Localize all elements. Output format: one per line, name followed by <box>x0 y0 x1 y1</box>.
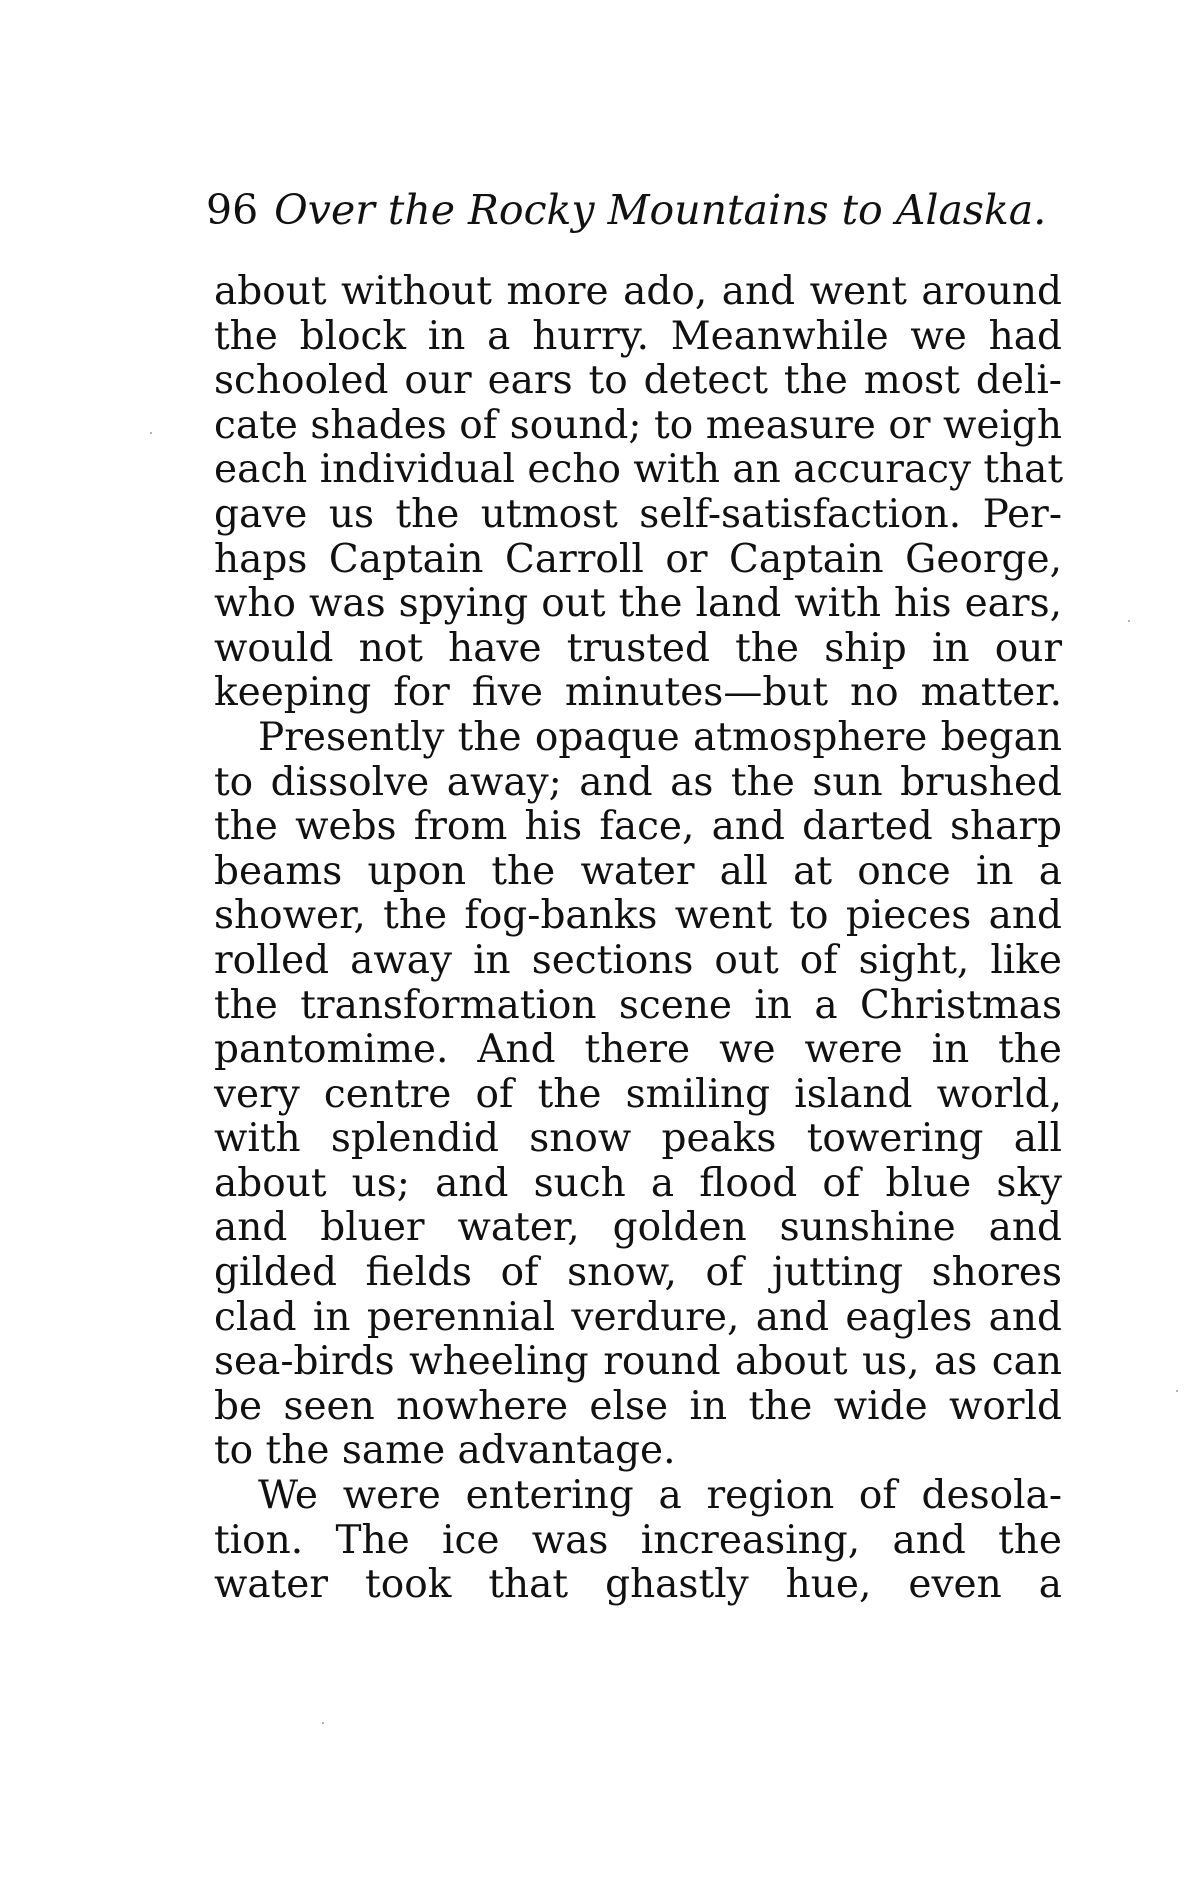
paragraph <box>214 1474 1062 1608</box>
text-line: the block in a hurry. Meanwhile we had <box>214 313 1062 359</box>
text-line: about us; and such a flood of blue sky <box>214 1160 1062 1206</box>
text-line: sea-birds wheeling round about us, as can <box>214 1339 1062 1385</box>
text-line: about without more ado, and went around <box>214 269 1062 314</box>
page-number: 96 <box>206 186 259 234</box>
text-line: We were entering a region of desola- <box>258 1473 1062 1519</box>
body-text <box>214 270 1062 1608</box>
text-line: who was spying out the land with his ears, <box>214 581 1062 627</box>
text-line: keeping for five minutes—but no matter. <box>214 670 1062 716</box>
text-line: very centre of the smiling island world, <box>214 1071 1062 1117</box>
text-line: with splendid snow peaks towering all <box>214 1116 1062 1162</box>
paragraph <box>214 270 1062 716</box>
text-line: tion. The ice was increasing, and the <box>214 1517 1062 1563</box>
text-line: schooled our ears to detect the most deli- <box>214 358 1062 404</box>
running-title: Over the Rocky Mountains to Alaska. <box>274 186 1047 234</box>
text-line: pantomime. And there we were in the <box>214 1027 1062 1073</box>
text-line: gave us the utmost self-satisfaction. Per- <box>214 491 1062 537</box>
text-line: the transformation scene in a Christmas <box>214 982 1062 1028</box>
scan-speck <box>322 1722 324 1724</box>
text-line: shower, the fog-banks went to pieces and <box>214 893 1062 939</box>
text-line: the webs from his face, and darted sharp <box>214 804 1062 850</box>
text-line: haps Captain Carroll or Captain George, <box>214 536 1062 582</box>
text-line: cate shades of sound; to measure or weigh <box>214 402 1062 448</box>
text-line: beams upon the water all at once in a <box>214 848 1062 894</box>
text-line: rolled away in sections out of sight, like <box>214 937 1062 983</box>
text-line: clad in perennial verdure, and eagles and <box>214 1294 1062 1340</box>
text-line: to dissolve away; and as the sun brushed <box>214 759 1062 805</box>
text-line: water took that ghastly hue, even a <box>214 1562 1062 1608</box>
text-line: Presently the opaque atmosphere began <box>258 714 1062 760</box>
text-line: each individual echo with an accuracy that <box>214 447 1064 493</box>
scan-speck <box>1176 1390 1178 1392</box>
text-line: to the same advantage. <box>214 1428 676 1474</box>
scan-speck <box>1128 620 1130 622</box>
text-line: be seen nowhere else in the wide world <box>214 1383 1062 1429</box>
text-line: and bluer water, golden sunshine and <box>214 1205 1062 1251</box>
text-line: gilded fields of snow, of jutting shores <box>214 1250 1062 1296</box>
page-header <box>206 185 1076 235</box>
text-line: would not have trusted the ship in our <box>214 625 1062 671</box>
paragraph <box>214 716 1062 1474</box>
scan-speck <box>150 432 152 434</box>
